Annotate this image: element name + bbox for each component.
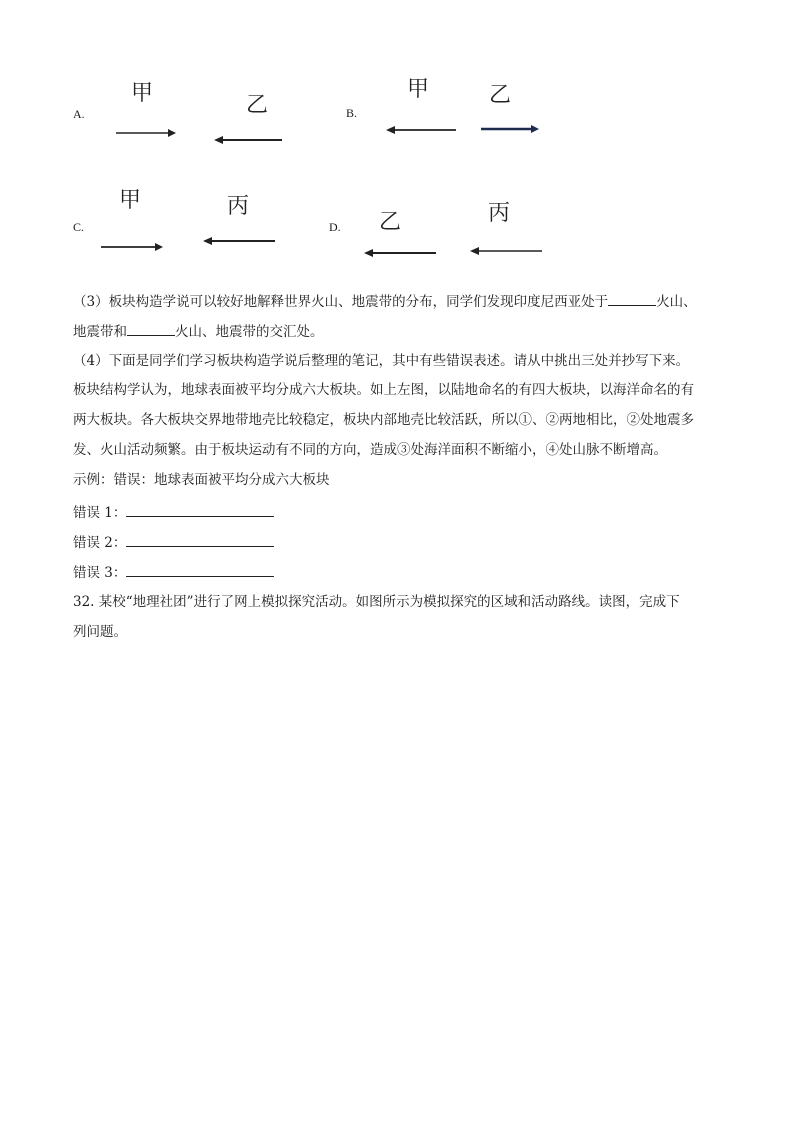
left-arrow-icon: [364, 247, 436, 259]
left-arrow-icon: [214, 134, 282, 146]
q3-line-2: [73, 321, 324, 342]
q32-line-2: 列问题。: [73, 624, 127, 640]
option-b-letter: B.: [346, 106, 358, 120]
q4-note-line-1: 板块结构学认为，地球表面被平均分成六大板块。如上左图，以陆地命名的有四大板块，以海洋命名的有: [73, 382, 694, 398]
right-arrow-icon: [101, 241, 163, 253]
left-arrow-icon: [386, 124, 456, 136]
error-1-answer-blank[interactable]: [126, 502, 274, 517]
q4-note-line-3: 发、火山活动频繁。由于板块运动有不同的方向，造成③处海洋面积不断缩小，④处山脉不断增高。: [73, 442, 667, 458]
option-a-letter: A.: [73, 107, 85, 121]
q3-blank-2[interactable]: [127, 321, 175, 336]
option-a-right-label: 乙: [246, 93, 269, 118]
option-c-right-label: 丙: [227, 194, 250, 219]
left-arrow-icon: [470, 245, 542, 257]
q3-text-part4: 火山、地震带的交汇处。: [175, 324, 324, 340]
option-c-letter: C.: [73, 220, 85, 234]
option-d-letter: D.: [329, 220, 341, 234]
q4-error-3: [73, 562, 274, 583]
option-c-left-label: 甲: [119, 188, 142, 213]
error-3-answer-blank[interactable]: [126, 562, 274, 577]
option-b-right-label: 乙: [489, 83, 512, 108]
q4-example: 示例：错误：地球表面被平均分成六大板块: [73, 472, 330, 488]
q3-text-part1: （3）板块构造学说可以较好地解释世界火山、地震带的分布，同学们发现印度尼西亚处于: [73, 294, 609, 310]
error-2-answer-blank[interactable]: [126, 532, 274, 547]
q3-text-part3: 地震带和: [73, 324, 127, 340]
error-2-label: 错误 2：: [73, 535, 127, 551]
right-arrow-icon: [116, 127, 176, 139]
error-1-label: 错误 1：: [73, 505, 127, 521]
option-a-left-label: 甲: [131, 81, 154, 106]
option-d-left-label: 乙: [379, 210, 402, 235]
q4-note-line-2: 两大板块。各大板块交界地带地壳比较稳定，板块内部地壳比较活跃，所以①、②两地相比，②处地震多: [73, 412, 694, 428]
q4-error-2: [73, 532, 274, 553]
q4-intro: （4）下面是同学们学习板块构造学说后整理的笔记，其中有些错误表述。请从中挑出三处并抄写下来。: [73, 353, 690, 369]
right-arrow-icon: [481, 123, 539, 135]
q3-blank-1[interactable]: [608, 291, 656, 306]
left-arrow-icon: [203, 235, 275, 247]
option-d-right-label: 丙: [488, 201, 511, 226]
q32-line-1: 32. 某校“地理社团”进行了网上模拟探究活动。如图所示为模拟探究的区域和活动路线。读图，完成下: [73, 594, 680, 610]
q3-line-1: [73, 291, 697, 312]
error-3-label: 错误 3：: [73, 565, 127, 581]
q4-error-1: [73, 502, 274, 523]
q3-text-part2: 火山、: [656, 294, 697, 310]
option-b-left-label: 甲: [407, 77, 430, 102]
